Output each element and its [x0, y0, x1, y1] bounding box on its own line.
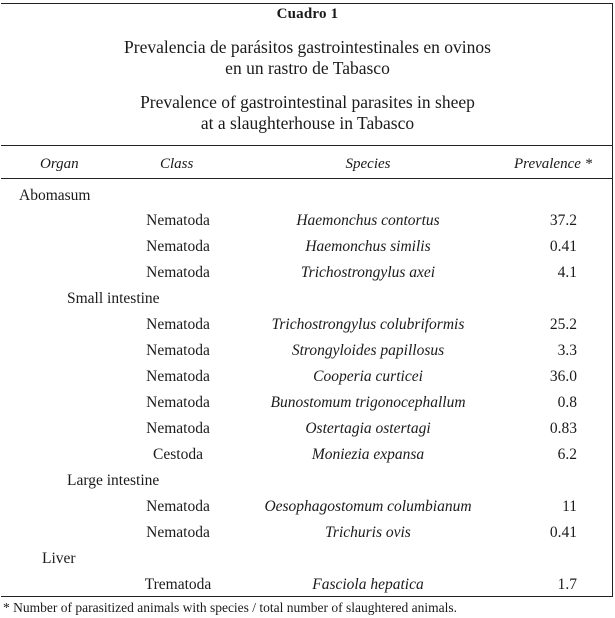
class-cell: Nematoda: [146, 212, 210, 229]
class-cell: Nematoda: [146, 342, 210, 359]
table-row: [0, 316, 615, 342]
species-cell: Haemonchus similis: [305, 238, 431, 255]
prevalence-cell: 11: [562, 498, 577, 515]
class-cell: Nematoda: [146, 316, 210, 333]
species-cell: Strongyloides papillosus: [291, 342, 445, 359]
title-spanish: [0, 37, 615, 79]
species-cell: Trichostrongylus colubriformis: [271, 316, 465, 333]
table-row: [0, 524, 615, 550]
prevalence-cell: 36.0: [549, 368, 577, 385]
title-english-line-2: at a slaughterhouse in Tabasco: [200, 113, 415, 133]
title-english: [0, 92, 615, 134]
prevalence-cell: 6.2: [557, 446, 577, 463]
table-row: [0, 394, 615, 420]
species-cell: Haemonchus contortus: [296, 212, 440, 229]
table-row: [0, 576, 615, 602]
species-cell: Ostertagia ostertagi: [305, 420, 431, 437]
prevalence-cell: 0.8: [557, 394, 577, 411]
top-rule: [1, 145, 613, 146]
class-cell: Nematoda: [146, 524, 210, 541]
class-cell: Cestoda: [153, 446, 203, 463]
class-cell: Nematoda: [146, 394, 210, 411]
header-organ: Organ: [40, 156, 79, 172]
table-number: Cuadro 1: [276, 6, 339, 22]
header-prevalence: Prevalence *: [514, 156, 593, 172]
prevalence-cell: 3.3: [557, 342, 577, 359]
class-cell: Nematoda: [146, 498, 210, 515]
bottom-rule: [1, 596, 613, 597]
title-spanish-line-2: en un rastro de Tabasco: [225, 58, 390, 78]
class-cell: Nematoda: [146, 238, 210, 255]
class-cell: Nematoda: [146, 264, 210, 281]
species-cell: Trichostrongylus axei: [300, 264, 436, 281]
prevalence-cell: 0.41: [549, 238, 577, 255]
organ-row: [0, 290, 615, 316]
class-cell: Nematoda: [146, 368, 210, 385]
table-row: [0, 212, 615, 238]
header-rule: [1, 178, 613, 179]
organ-row: [0, 187, 615, 213]
table-row: [0, 238, 615, 264]
species-cell: Oesophagostomum columbianum: [264, 498, 472, 515]
header-class: Class: [160, 156, 194, 172]
prevalence-cell: 37.2: [549, 212, 577, 229]
prevalence-cell: 25.2: [549, 316, 577, 333]
title-spanish-line-1: Prevalencia de parásitos gastrointestinales en ovinos: [124, 37, 491, 57]
table-row: [0, 420, 615, 446]
species-cell: Fasciola hepatica: [312, 576, 424, 593]
prevalence-cell: 4.1: [557, 264, 577, 281]
class-cell: Trematoda: [144, 576, 212, 593]
species-cell: Moniezia expansa: [311, 446, 425, 463]
organ-label: Liver: [42, 550, 76, 567]
species-cell: Trichuris ovis: [325, 524, 411, 541]
header-species: Species: [345, 156, 391, 172]
species-cell: Bunostomum trigonocephallum: [270, 394, 466, 411]
prevalence-cell: 0.41: [549, 524, 577, 541]
table-row: [0, 368, 615, 394]
table-row: [0, 446, 615, 472]
title-english-line-1: Prevalence of gastrointestinal parasites in sheep: [140, 92, 475, 112]
organ-row: [0, 550, 615, 576]
footnote: * Number of parasitized animals with species / total number of slaughtered animals.: [3, 600, 457, 615]
species-cell: Cooperia curticei: [313, 368, 423, 385]
organ-label: Small intestine: [67, 290, 160, 307]
table-row: [0, 264, 615, 290]
prevalence-cell: 0.83: [549, 420, 577, 437]
class-cell: Nematoda: [146, 420, 210, 437]
table-row: [0, 342, 615, 368]
organ-label: Abomasum: [19, 187, 91, 204]
organ-row: [0, 472, 615, 498]
prevalence-cell: 1.7: [557, 576, 577, 593]
organ-label: Large intestine: [67, 472, 160, 489]
table-row: [0, 498, 615, 524]
